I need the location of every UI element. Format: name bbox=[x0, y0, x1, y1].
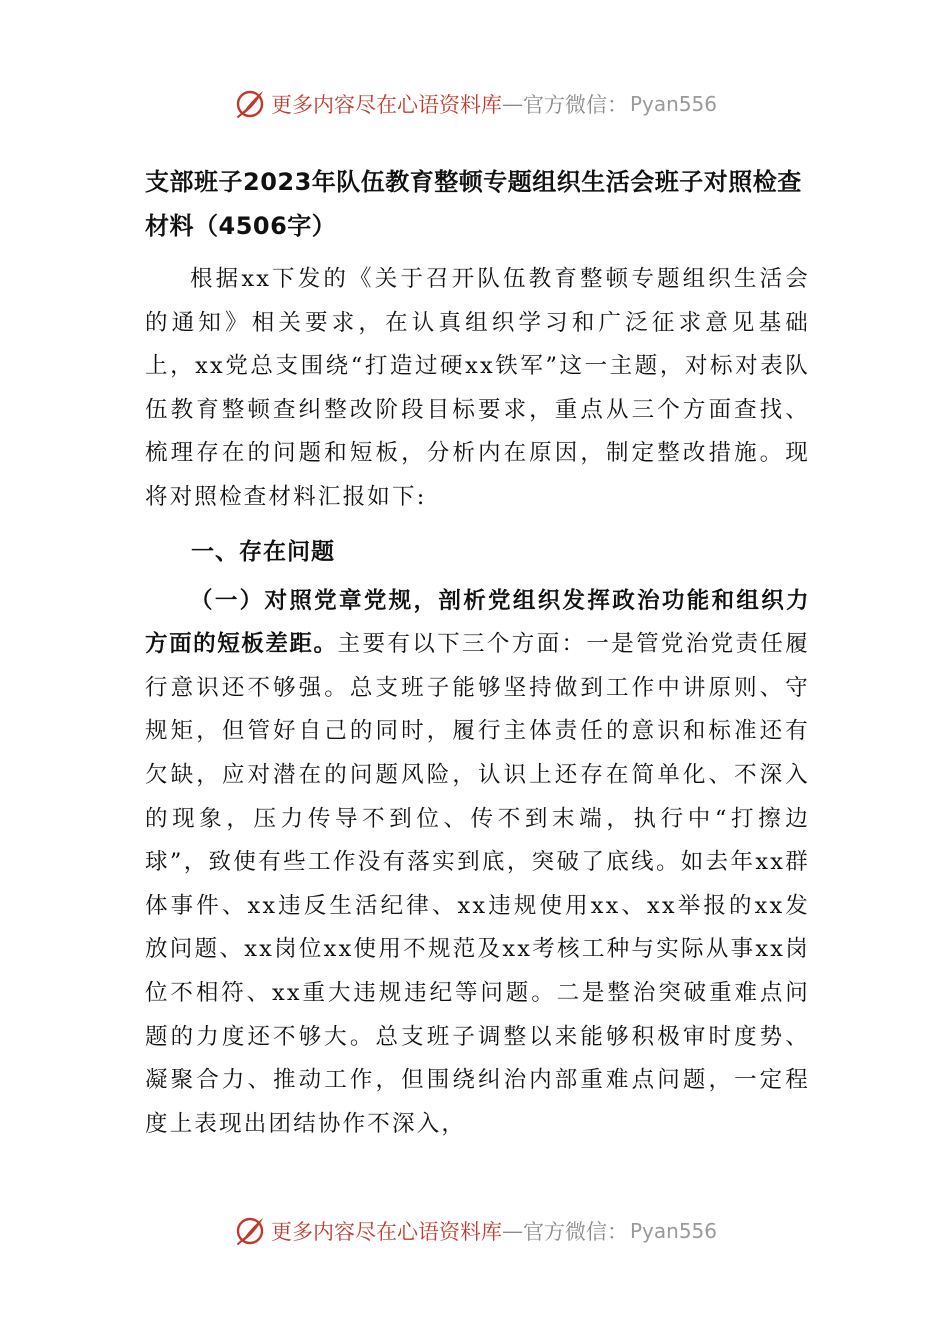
banner-red-text: 更多内容尽在心语资料库 bbox=[270, 93, 502, 117]
document-title: 支部班子2023年队伍教育整顿专题组织生活会班子对照检查材料（4506字） bbox=[145, 168, 802, 240]
subsection-body: 主要有以下三个方面：一是管党治党责任履行意识还不够强。总支班子能够坚持做到工作中讲原则、守规矩，但管好自己的同时，履行主体责任的意识和标准还有欠缺，应对潜在的问题风险，认识上还存在简单化、不深入的现象，压力传导不到位、传不到末端，执行中“打擦边球”，致使有些工作没有落实到底，突破了底线。如去年xx群体事件、xx违反生活纪律、xx违规使用xx、xx举报的xx发放问题、xx岗位xx使用不规范及xx考核工种与实际从事xx岗位不相符、xx重大违规违纪等问题。二是整治突破重难点问题的力度还不够大。总支班子调整以来能够积极审时度势、凝聚合力、推动工作，但围绕纠治内部重难点问题，一定程度上表现出团结协作不深入， bbox=[145, 631, 810, 1137]
subsection-paragraph bbox=[145, 580, 810, 1147]
footer-grey-text: 官方微信： bbox=[522, 1220, 628, 1244]
banner-wechat-id: Pyan556 bbox=[629, 92, 717, 116]
footer-red-text: 更多内容尽在心语资料库 bbox=[270, 1220, 502, 1244]
intro-paragraph: 根据xx下发的《关于召开队伍教育整顿专题组织生活会的通知》相关要求，在认真组织学习和广泛征求意见基础上，xx党总支围绕“打造过硬xx铁军”这一主题，对标对表队伍教育整顿查纠整改阶段目标要求，重点从三个方面查找、梳理存在的问题和短板，分析内在原因，制定整改措施。现将对照检查材料汇报如下: bbox=[145, 266, 810, 510]
banner-dash: — bbox=[501, 92, 523, 116]
footer-dash: — bbox=[501, 1219, 523, 1243]
banner-grey-text: 官方微信： bbox=[522, 93, 628, 117]
footer-banner bbox=[0, 1211, 950, 1251]
document-body bbox=[145, 160, 810, 1146]
feather-pen-icon bbox=[233, 87, 267, 121]
feather-pen-icon bbox=[233, 1214, 267, 1248]
header-banner bbox=[0, 84, 950, 124]
subsection-lead: （一）对照党章党规，剖析党组织发挥政治功能和组织力方面的短板差距。 bbox=[145, 587, 810, 658]
footer-wechat-id: Pyan556 bbox=[629, 1219, 717, 1243]
section-heading: 一、存在问题 bbox=[191, 538, 335, 565]
